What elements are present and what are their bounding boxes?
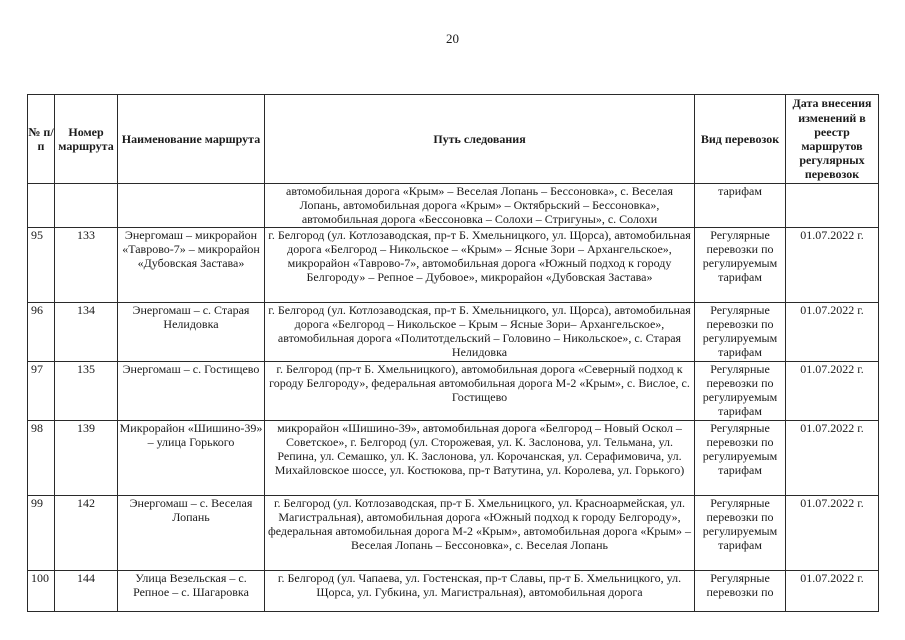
cell-transport-type: Регулярные перевозки по регулируемым тарифам [695,420,786,495]
cell-num [28,184,55,228]
cell-transport-type: Регулярные перевозки по регулируемым тарифам [695,361,786,420]
cell-date: 01.07.2022 г. [786,302,879,361]
cell-route-number [55,184,118,228]
table-row [28,302,879,361]
cell-path: г. Белгород (ул. Котлозаводская, пр-т Б. Хмельницкого, ул. Красноармейская, ул. Магистральная), автомобильная дорога «Южный подход к городу Белгороду», федеральная автомобильная дорога М-2 «Крым», автомобильная дорога «Крым» – Веселая Лопань – Бессоновка», с. Веселая Лопань [265,495,695,570]
table-row [28,570,879,611]
cell-route-number: 139 [55,420,118,495]
table-row [28,361,879,420]
cell-path: г. Белгород (ул. Чапаева, ул. Гостенская, пр-т Славы, пр-т Б. Хмельницкого, ул. Щорса, ул. Губкина, ул. Магистральная), автомобильная дорога [265,570,695,611]
cell-num: 95 [28,227,55,302]
cell-num: 98 [28,420,55,495]
table-header-row [28,95,879,184]
cell-date: 01.07.2022 г. [786,570,879,611]
header-transport-type: Вид перевозок [695,95,786,184]
cell-route-number: 144 [55,570,118,611]
cell-route-number: 133 [55,227,118,302]
cell-route-name: Энергомаш – с. Веселая Лопань [118,495,265,570]
cell-path: г. Белгород (ул. Котлозаводская, пр-т Б. Хмельницкого, ул. Щорса), автомобильная дорога «Белгород – Никольское – Крым – Ясные Зори– Архангельское», автомобильная дорога «Политотдельский – Головино – Никольское», с. Старая Нелидовка [265,302,695,361]
cell-transport-type: Регулярные перевозки по [695,570,786,611]
cell-path: микрорайон «Шишино-39», автомобильная дорога «Белгород – Новый Оскол – Советское», г. Белгород (ул. Сторожевая, ул. К. Заслонова, ул. Тельмана, ул. Репина, ул. Семашко, ул. К. Заслонова, ул. Корочанская, ул. Серафимовича, ул. Михайловское шоссе, ул. Костюкова, пр-т Ватутина, ул. Королева, ул. Горького) [265,420,695,495]
table-row [28,420,879,495]
cell-transport-type: Регулярные перевозки по регулируемым тарифам [695,227,786,302]
cell-route-number: 142 [55,495,118,570]
table-row-continued [28,184,879,228]
cell-path: г. Белгород (ул. Котлозаводская, пр-т Б. Хмельницкого, ул. Щорса), автомобильная дорога «Белгород – Никольское – «Крым» – Ясные Зори – Архангельское», микрорайон «Таврово-7», автомобильная дорога «Южный подход к городу Белгороду» – Репное – Дубовое», микрорайон «Дубовская Застава» [265,227,695,302]
header-route-number: Номер маршрута [55,95,118,184]
header-path: Путь следования [265,95,695,184]
cell-path: г. Белгород (пр-т Б. Хмельницкого), автомобильная дорога «Северный подход к городу Белгороду», федеральная автомобильная дорога М-2 «Крым», с. Вислое, с. Гостищево [265,361,695,420]
cell-num: 99 [28,495,55,570]
cell-date: 01.07.2022 г. [786,227,879,302]
cell-transport-type: Регулярные перевозки по регулируемым тарифам [695,495,786,570]
header-route-name: Наименование маршрута [118,95,265,184]
cell-route-name: Микрорайон «Шишино-39» – улица Горького [118,420,265,495]
cell-path: автомобильная дорога «Крым» – Веселая Лопань – Бессоновка», с. Веселая Лопань, автомобильная дорога «Крым» – Октябрьский – Бессоновка», автомобильная дорога «Бессоновка – Солохи – Стригуны», с. Солохи [265,184,695,228]
cell-route-number: 134 [55,302,118,361]
cell-route-name: Энергомаш – с. Гостищево [118,361,265,420]
cell-num: 100 [28,570,55,611]
header-date: Дата внесения изменений в реестр маршрутов регулярных перевозок [786,95,879,184]
cell-date [786,184,879,228]
cell-num: 96 [28,302,55,361]
cell-route-number: 135 [55,361,118,420]
cell-date: 01.07.2022 г. [786,420,879,495]
cell-route-name: Энергомаш – с. Старая Нелидовка [118,302,265,361]
routes-table [27,94,879,612]
table-row [28,227,879,302]
cell-transport-type: тарифам [695,184,786,228]
cell-num: 97 [28,361,55,420]
header-num: № п/п [28,95,55,184]
table-row [28,495,879,570]
cell-transport-type: Регулярные перевозки по регулируемым тарифам [695,302,786,361]
cell-route-name: Улица Везельская – с. Репное – с. Шагаровка [118,570,265,611]
cell-route-name: Энергомаш – микрорайон «Таврово-7» – микрорайон «Дубовская Застава» [118,227,265,302]
cell-date: 01.07.2022 г. [786,495,879,570]
cell-date: 01.07.2022 г. [786,361,879,420]
page-number: 20 [446,31,459,46]
cell-route-name [118,184,265,228]
